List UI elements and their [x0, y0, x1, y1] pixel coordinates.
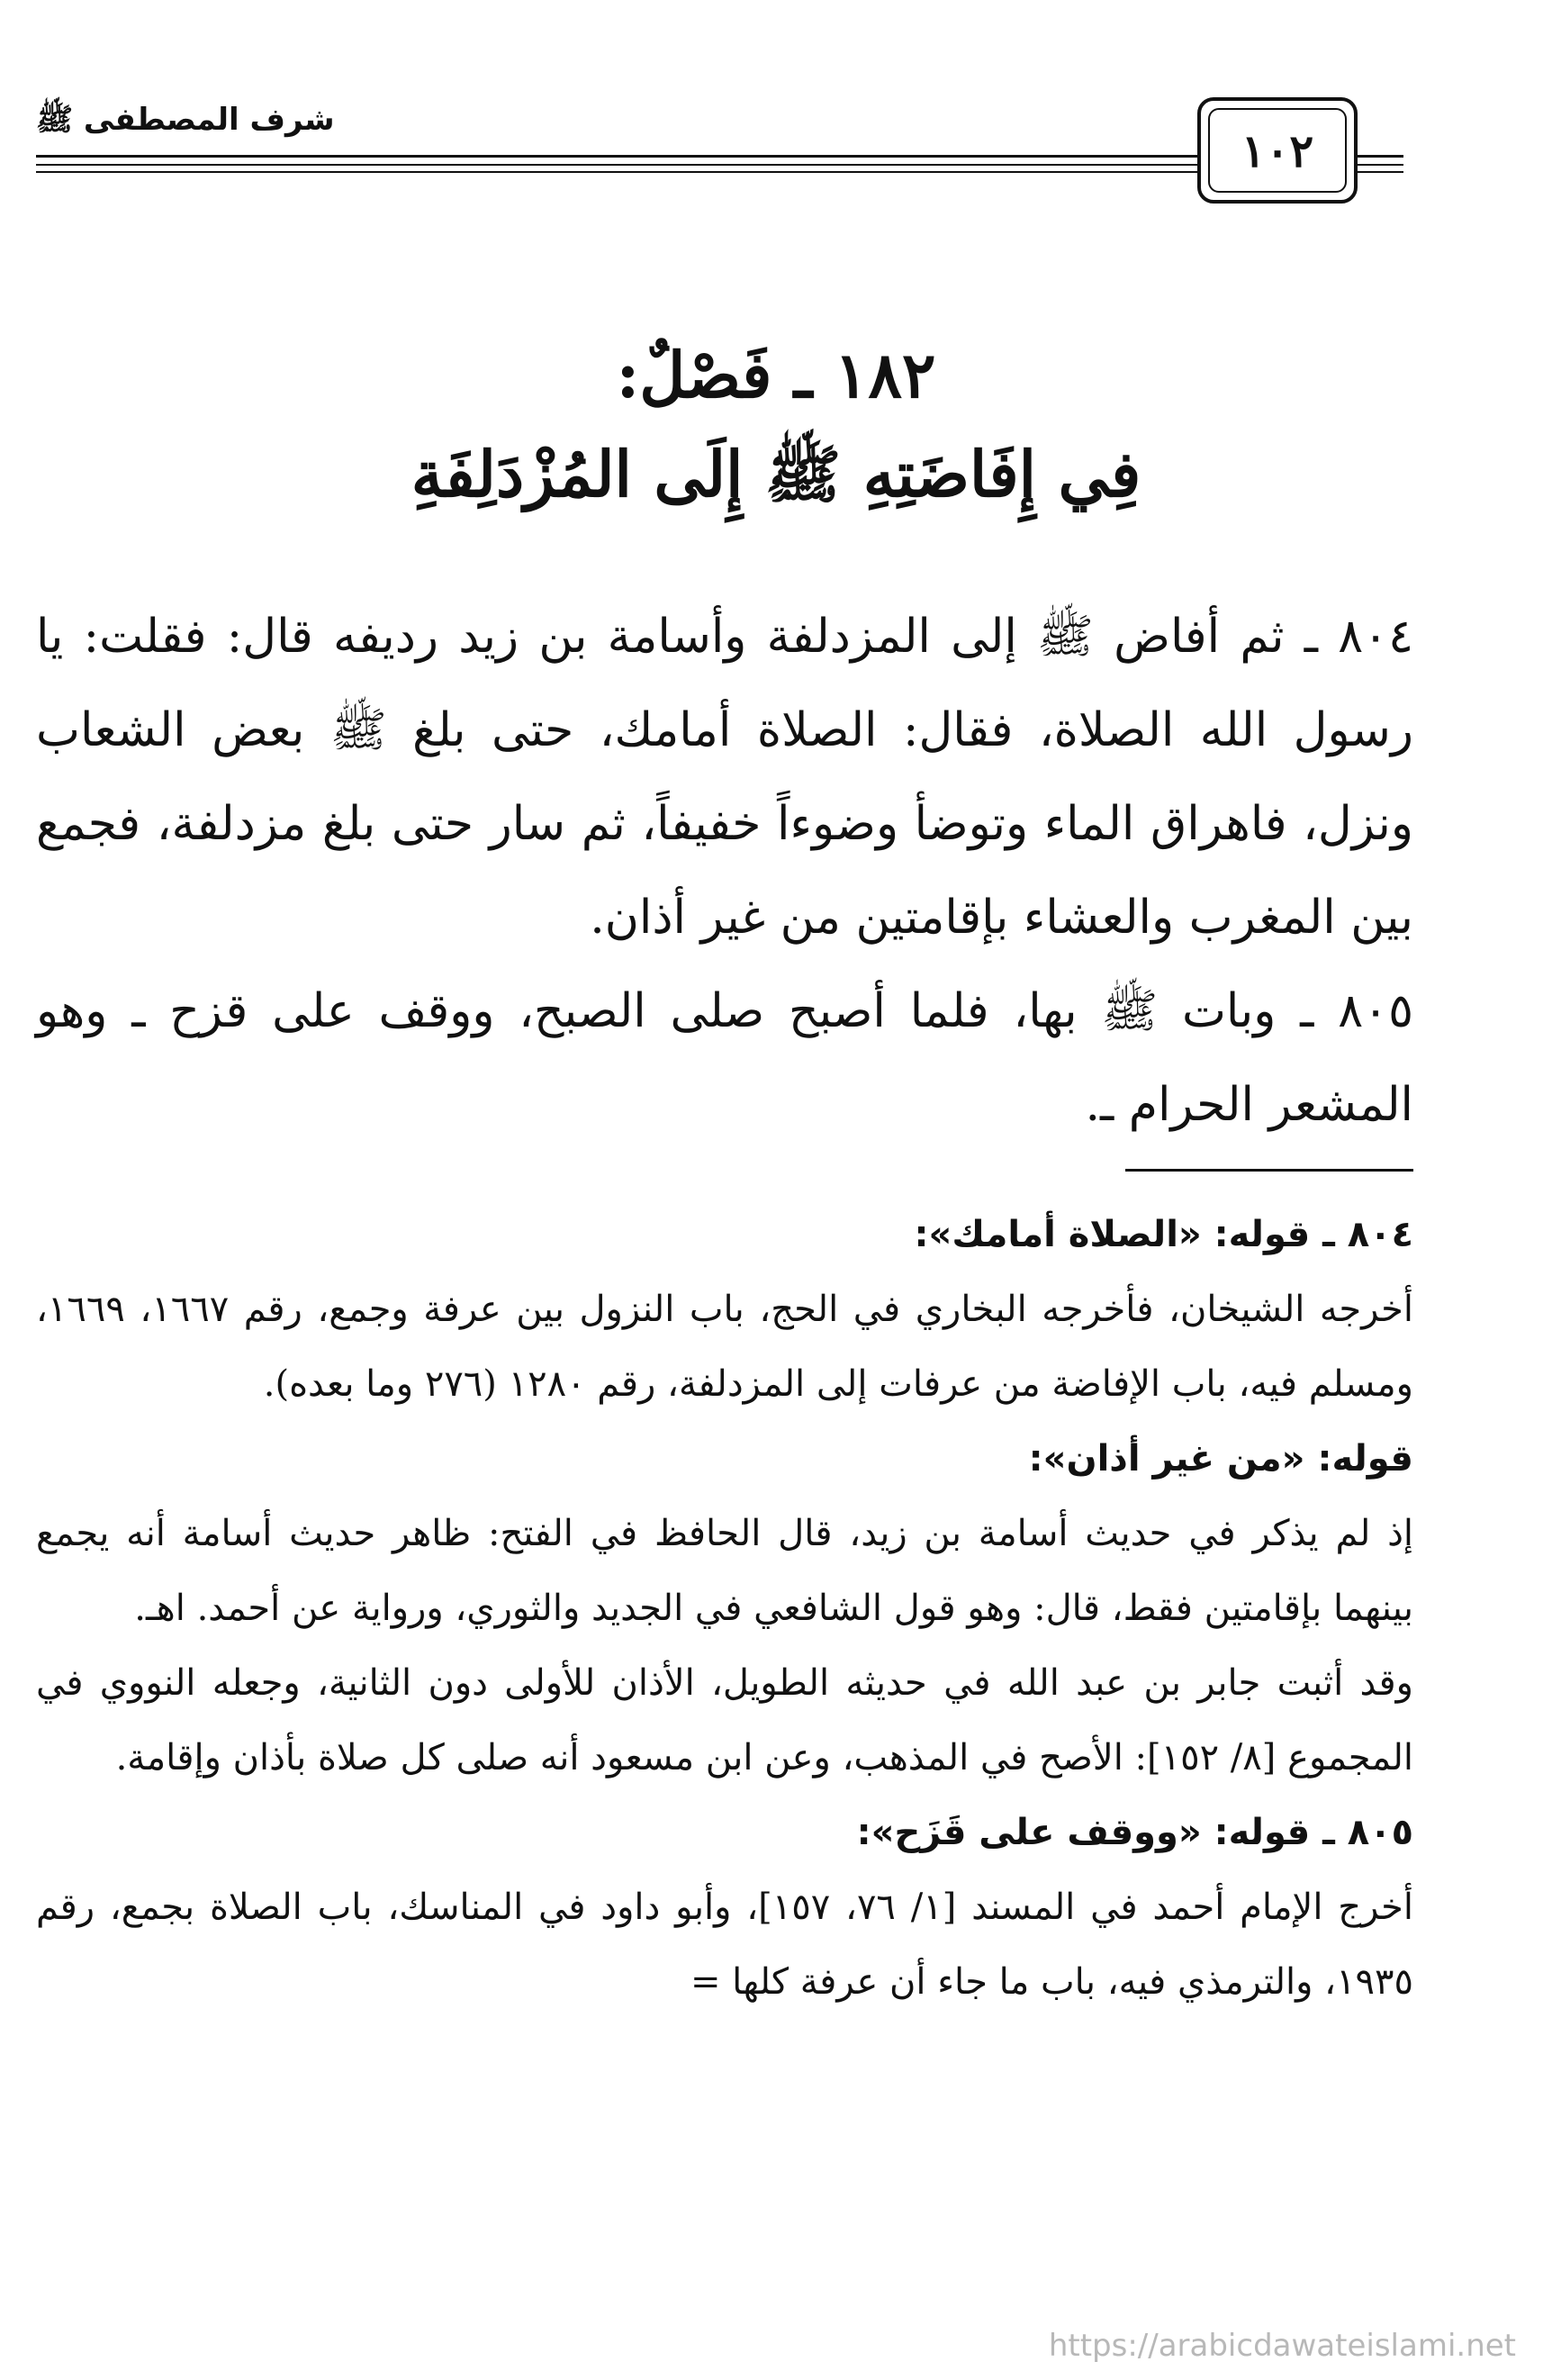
footnotes	[36, 1198, 1413, 2020]
section-heading: ١٨٢ ـ فَصْلٌ:	[616, 338, 936, 412]
section-subtitle: فِي إِفَاضَتِهِ ﷺ إِلَى المُزْدَلِفَةِ	[411, 437, 1141, 511]
note-text-805: أخرج الإمام أحمد في المسند [١/ ٧٦، ١٥٧]، وأبو داود في المناسك، باب الصلاة بجمع، رقم ١٩٣٥، والترمذي فيه، باب ما جاء أن عرفة كلها =	[36, 1887, 1414, 2003]
footnote-separator	[1125, 1169, 1413, 1172]
watermark: https://arabicdawateislami.net	[1048, 2328, 1516, 2364]
note-lemma-adhan: قوله: «من غير أذان»:	[1028, 1438, 1413, 1480]
note-text-804: أخرجه الشيخان، فأخرجه البخاري في الحج، باب النزول بين عرفة وجمع، رقم ١٦٦٧، ١٦٦٩، ومسلم فيه، باب الإفاضة من عرفات إلى المزدلفة، رقم ١٢٨٠ (٢٧٦ وما بعده).	[36, 1289, 1414, 1405]
note-text-adhan: إذ لم يذكر في حديث أسامة بن زيد، قال الحافظ في الفتح: ظاهر حديث أسامة أنه يجمع بينهما بإقامتين فقط، قال: وهو قول الشافعي في الجديد والثوري، ورواية عن أحمد. اهـ.	[36, 1513, 1413, 1629]
note-lemma-805: ٨٠٥ ـ قوله: «ووقف على قَزَح»:	[856, 1812, 1413, 1853]
paragraph-805: ٨٠٥ ـ وبات ﷺ بها، فلما أصبح صلى الصبح، ووقف على قزح ـ وهو المشعر الحرام ـ.	[36, 984, 1413, 1132]
page-number-frame	[1197, 97, 1358, 204]
note-lemma-804: ٨٠٤ ـ قوله: «الصلاة أمامك»:	[914, 1214, 1413, 1255]
main-text	[36, 590, 1413, 1152]
page-number: ١٠٢	[1208, 108, 1347, 193]
note-text-jabir: وقد أثبت جابر بن عبد الله في حديثه الطويل، الأذان للأولى دون الثانية، وجعله النووي في المجموع [٨/ ١٥٢]: الأصح في المذهب، وعن ابن مسعود أنه صلى كل صلاة بأذان وإقامة.	[36, 1662, 1413, 1778]
running-title: شرف المصطفى ﷺ	[36, 102, 335, 138]
paragraph-804: ٨٠٤ ـ ثم أفاض ﷺ إلى المزدلفة وأسامة بن زيد رديفه قال: فقلت: يا رسول الله الصلاة، فقال: الصلاة أمامك، حتى بلغ ﷺ بعض الشعاب ونزل، فاهراق الماء وتوضأ وضوءاً خفيفاً، ثم سار حتى بلغ مزدلفة، فجمع بين المغرب والعشاء بإقامتين من غير أذان.	[36, 610, 1413, 945]
